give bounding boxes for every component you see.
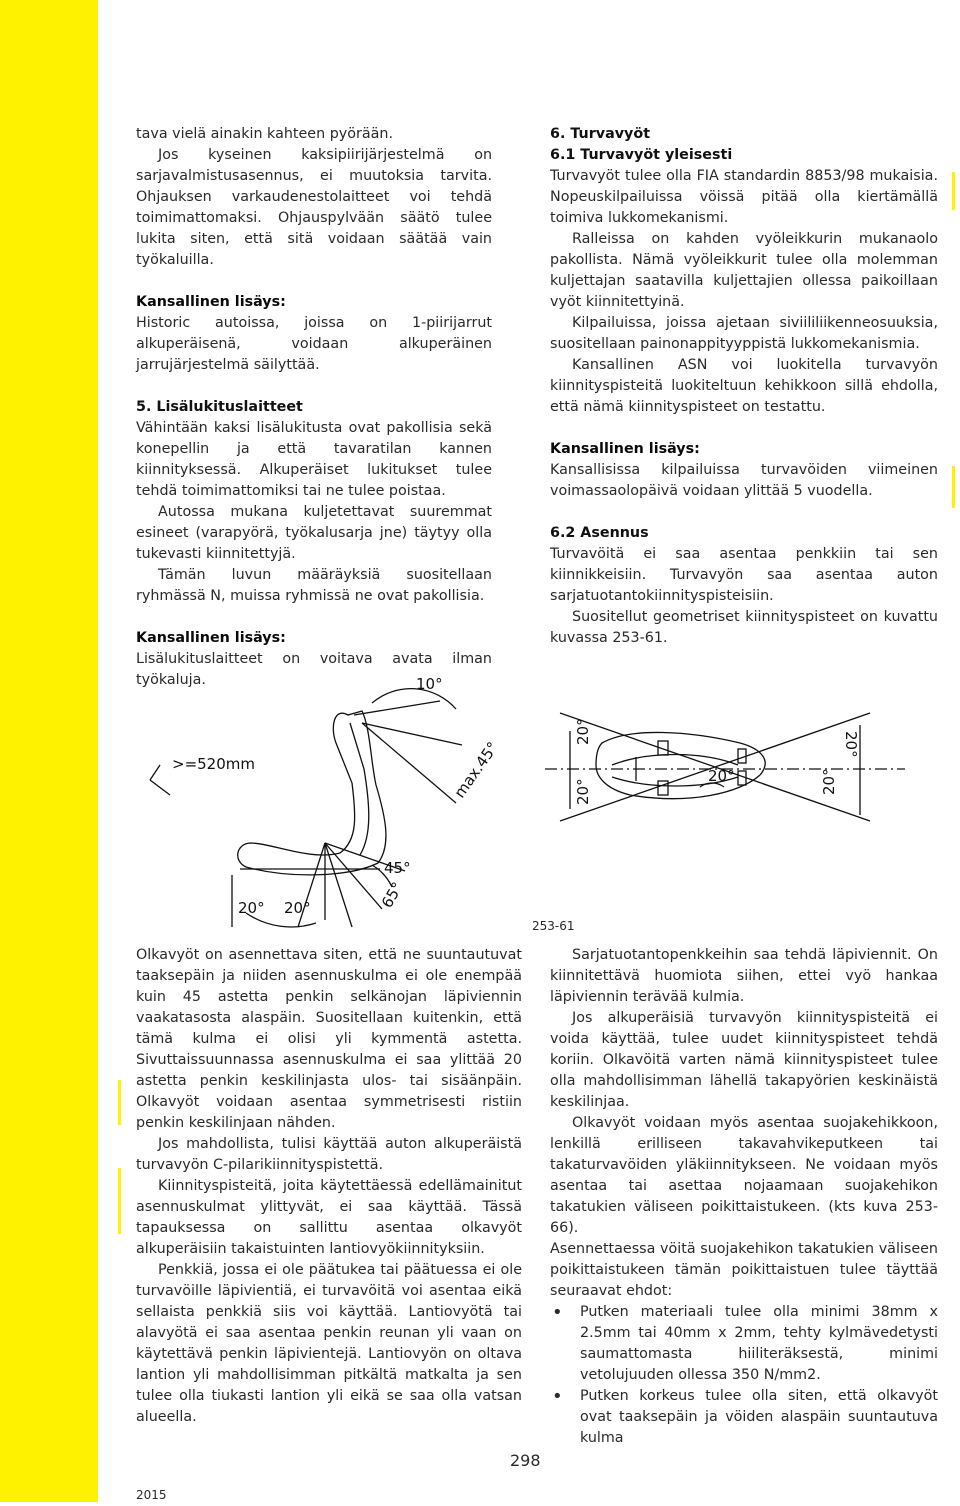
column-bottom-right (550, 945, 938, 1449)
paragraph: Kiinnityspisteitä, joita käytettäessä edellämainitut asennuskulmat ylittyvät, ei saa käyttää. Tässä tapauksessa on sallittu asentaa olkavyöt alkuperäisiin takaistuinten lantiovyökiinnityksiin. (136, 1178, 522, 1257)
change-bar (952, 466, 955, 508)
top-angle-label-top-right: 20° (842, 731, 860, 758)
paragraph: Sarjatuotantopenkkeihin saa tehdä läpiviennit. On kiinnitettävä huomiota siihen, ettei vyö hankaa läpiviennin terävää kulmia. (550, 947, 938, 1005)
paragraph: Kansallisissa kilpailuissa turvavöiden viimeinen voimassaolopäivä voidaan ylittää 5 vuodella. (550, 462, 938, 499)
seat-top-outline (596, 732, 765, 798)
bullet-list (550, 1302, 938, 1449)
paragraph: Historic autoissa, joissa on 1-piirijarrut alkuperäisenä, voidaan alkuperäinen jarrujärjestelmä säilyttää. (136, 315, 492, 373)
page-number: 298 (510, 1451, 541, 1470)
national-addition-heading: Kansallinen lisäys: (136, 294, 286, 310)
section-heading: 6. Turvavyöt (550, 126, 651, 142)
year-label: 2015 (136, 1488, 167, 1502)
top-angle-label-top-left: 20° (574, 718, 592, 745)
top-angle-label-bottom-right: 20° (820, 768, 838, 795)
paragraph: Olkavyöt on asennettava siten, että ne suuntautuvat taaksepäin ja niiden asennuskulma ei ole enempää kuin 45 astetta penkin selkänojan läpiviennin vaakatasosta alaspäin. Suositellaan kuitenkin, että tämä kulma ei olisi yli kymmentä astetta. Sivuttaissuunnassa asennuskulma ei saa ylittää 20 astetta penkin keskilinjasta ulos- tai sisäänpäin. Olkavyöt voidaan asentaa symmetrisesti ristiin penkin keskilinjaan nähden. (136, 947, 522, 1131)
seatbelt-geometry-figure (0, 665, 960, 945)
distance-label: >=520mm (172, 755, 255, 773)
change-bar (118, 1168, 121, 1234)
list-item: • Putken korkeus tulee olla siten, että olkavyöt ovat taaksepäin ja vöiden alaspäin suuntautuva kulma (550, 1386, 938, 1449)
seat-side-outline (238, 711, 386, 875)
paragraph: tava vielä ainakin kahteen pyörään. (136, 126, 393, 142)
top-angle-label-center: 20° (708, 767, 735, 785)
national-addition-heading: Kansallinen lisäys: (550, 441, 700, 457)
paragraph: Autossa mukana kuljetettavat suuremmat esineet (varapyörä, työkalusarja jne) täytyy olla tukevasti kiinnitettyjä. (136, 504, 492, 562)
figure-code: 253-61 (532, 919, 575, 933)
paragraph: Asennettaessa vöitä suojakehikon takatukien väliseen poikittaistukeen tämän poikittaistuen tulee täyttää seuraavat ehdot: (550, 1241, 938, 1299)
angle-label-20-right: 20° (284, 899, 311, 917)
paragraph: Kilpailuissa, joissa ajetaan siviililiikenneosuuksia, suositellaan painonappityyppistä lukkomekanismia. (550, 315, 938, 352)
paragraph: Tämän luvun määräyksiä suositellaan ryhmässä N, muissa ryhmissä ne ovat pakollisia. (136, 567, 492, 604)
paragraph: Ralleissa on kahden vyöleikkurin mukanaolo pakollista. Nämä vyöleikkurit tulee olla molemman kuljettajan saatavilla kuljettajien ollessa paikoillaan vyöt kiinnitettyinä. (550, 231, 938, 310)
paragraph: Jos mahdollista, tulisi käyttää auton alkuperäistä turvavyön C-pilarikiinnityspistettä. (136, 1136, 522, 1173)
change-bar (952, 172, 955, 210)
column-top-right (550, 124, 938, 649)
paragraph: Turvavöitä ei saa asentaa penkkiin tai sen kiinnikkeisiin. Turvavyön saa asentaa auton sarjatuotantokiinnityspisteisiin. (550, 546, 938, 604)
top-angle-label-bottom-left: 20° (574, 778, 592, 805)
paragraph: Turvavyöt tulee olla FIA standardin 8853/98 mukaisia. Nopeuskilpailuissa vöissä pitää olla kiertämällä toimiva lukkomekanismi. (550, 168, 938, 226)
national-addition-heading: Kansallinen lisäys: (136, 630, 286, 646)
angle-label-65: 65° (377, 878, 407, 911)
paragraph: Suositellut geometriset kiinnityspisteet on kuvattu kuvassa 253-61. (550, 609, 938, 646)
paragraph: Jos kyseinen kaksipiirijärjestelmä on sarjavalmistusasennus, ei muutoksia tarvita. Ohjauksen varkaudenestolaitteet voi tehdä toimimattomaksi. Ohjauspylvään säätö tulee lukita siten, että sitä voidaan säätää vain työkaluilla. (136, 147, 492, 268)
angle-label-45: 45° (384, 859, 411, 877)
paragraph: Kansallinen ASN voi luokitella turvavyön kiinnityspisteitä luokiteltuun kehikkoon sillä ehdolla, että nämä kiinnityspisteet on testattu. (550, 357, 938, 415)
change-bar (118, 1080, 121, 1125)
angle-label-20-left: 20° (238, 899, 265, 917)
section-heading: 5. Lisälukituslaitteet (136, 399, 303, 415)
subsection-heading: 6.2 Asennus (550, 525, 649, 541)
column-top-left (136, 124, 492, 691)
subsection-heading: 6.1 Turvavyöt yleisesti (550, 147, 733, 163)
paragraph: Olkavyöt voidaan myös asentaa suojakehikkoon, lenkillä erilliseen takavahvikeputkeen tai takaturvavöiden yläkiinnitykseen. Ne voidaan myös asentaa tai asettaa nojaamaan suojakehikon takatukien väliseen poikittaistukeen. (kts kuva 253-66). (550, 1115, 938, 1236)
angle-label-max45: max.45° (450, 738, 503, 802)
angle-label-top: 10° (416, 675, 443, 693)
paragraph: Lisälukituslaitteet on voitava avata ilman työkaluja. (136, 651, 492, 688)
paragraph: Penkkiä, jossa ei ole päätukea tai päätuessa ei ole turvavöille läpivientiä, ei turvavöitä voi asentaa eikä sellaista penkkiä siis voi käyttää. Lantiovyötä tai alavyötä ei saa asentaa penkin reunan yli vaan on käytettävä penkin läpivientejä. Lantiovyön on oltava lantion yli mahdollisimman pitkältä matkalta ja sen tulee olla tiukasti lantion yli eikä se saa olla vatsan alueella. (136, 1262, 522, 1425)
column-bottom-left (136, 945, 522, 1428)
paragraph: Jos alkuperäisiä turvavyön kiinnityspisteitä ei voida käyttää, tulee uudet kiinnityspisteet tehdä koriin. Olkavöitä varten nämä kiinnityspisteet tulee olla mahdollisimman lähellä takapyörien keskinäistä keskilinjaa. (550, 1010, 938, 1110)
paragraph: Vähintään kaksi lisälukitusta ovat pakollisia sekä konepellin ja että tavaratilan kannen kiinnityksessä. Alkuperäiset lukitukset tulee tehdä toimimattomiksi tai ne tulee poistaa. (136, 420, 492, 499)
list-item: • Putken materiaali tulee olla minimi 38mm x 2.5mm tai 40mm x 2mm, tehty kylmävedetysti saumattomasta hiiliteräksestä, minimi vetolujuuden ollessa 350 N/mm2. (550, 1302, 938, 1386)
